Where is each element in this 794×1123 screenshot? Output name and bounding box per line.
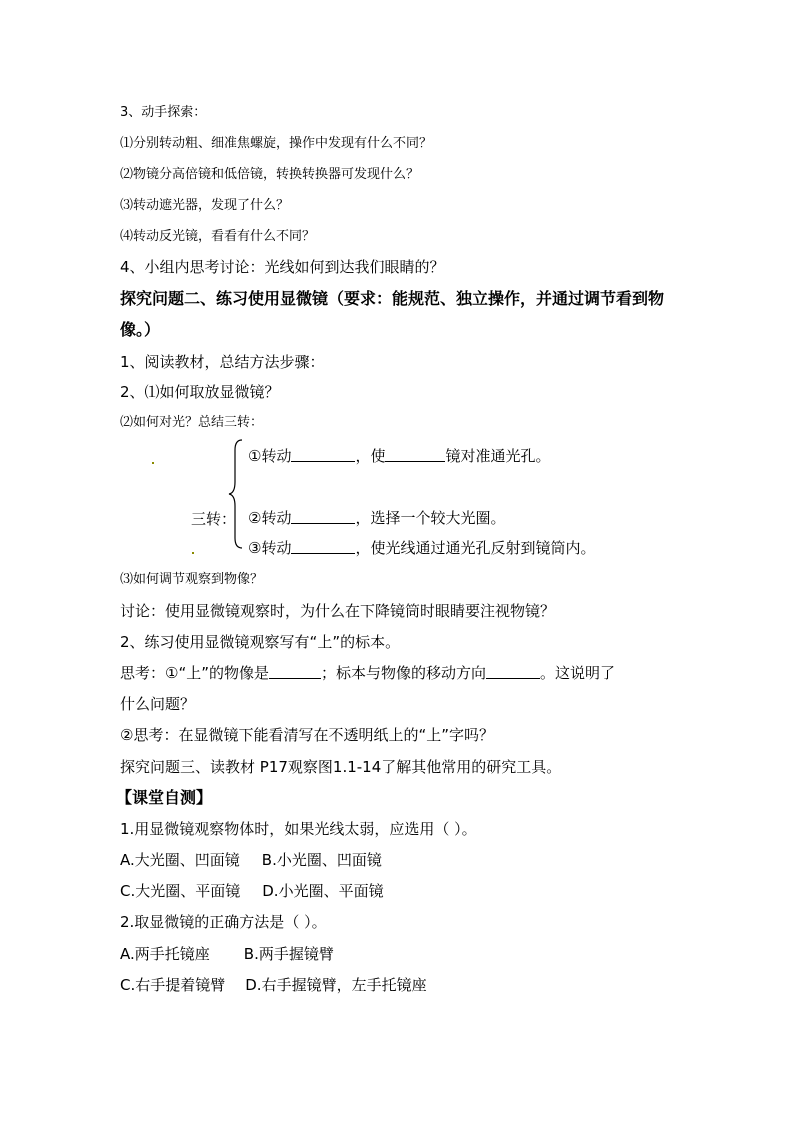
turn-text: ，选择一个较大光圈。 xyxy=(355,509,506,527)
turn-text: ③转动 xyxy=(248,539,292,557)
section3-title: 3、动手探索： xyxy=(120,105,207,120)
think-text: 思考：①“上”的物像是 xyxy=(120,664,269,682)
fill-blank[interactable] xyxy=(291,447,355,462)
turn-item-1 xyxy=(248,446,550,466)
problem3-text: 探究问题三、读教材 P17观察图1.1-14了解其他常用的研究工具。 xyxy=(120,758,562,776)
option: A.两手托镜座 xyxy=(120,945,210,963)
step2-1-text: 2、⑴如何取放显微镜？ xyxy=(120,383,280,401)
think2-text: ②思考：在显微镜下能看清写在不透明纸上的“上”字吗？ xyxy=(120,726,494,744)
problem2-heading: 探究问题二、练习使用显微镜（要求：能规范、独立操作，并通过调节看到物 xyxy=(120,289,665,308)
turn-text: ，使光线通过通光孔反射到镜筒内。 xyxy=(355,539,596,557)
think1-line xyxy=(120,663,615,683)
explore-item: ⑴分别转动粗、细准焦螺旋，操作中发现有什么不同？ xyxy=(120,136,433,151)
discussion-text: 讨论：使用显微镜观察时，为什么在下降镜筒时眼睛要注视物镜？ xyxy=(120,602,556,620)
option: C.大光圈、平面镜 xyxy=(120,882,241,900)
turn-item-3 xyxy=(248,538,595,558)
option: B.小光圈、凹面镜 xyxy=(261,851,382,869)
option: B.两手握镜臂 xyxy=(243,945,334,963)
sanzhuan-label: 三转： xyxy=(191,510,237,528)
turn-text: ，使 xyxy=(355,447,386,465)
option: A.大光圈、凹面镜 xyxy=(120,851,240,869)
think-text: ；标本与物像的移动方向 xyxy=(321,664,487,682)
fill-blank[interactable] xyxy=(291,509,355,524)
option-row xyxy=(120,850,382,870)
section4-text: 4、小组内思考讨论：光线如何到达我们眼睛的？ xyxy=(120,258,445,276)
turn-item-2 xyxy=(248,508,505,528)
decorative-dot xyxy=(192,552,194,554)
option: D.右手握镜臂，左手托镜座 xyxy=(245,976,427,994)
option-row xyxy=(120,944,334,964)
fill-blank[interactable] xyxy=(291,539,355,554)
option-row xyxy=(120,881,384,901)
turn-text: ②转动 xyxy=(248,509,292,527)
step2-3-text: ⑶如何调节观察到物像？ xyxy=(120,572,264,587)
fill-blank[interactable] xyxy=(269,664,321,679)
turn-text: ①转动 xyxy=(248,447,292,465)
fill-blank[interactable] xyxy=(486,664,540,679)
option-row xyxy=(120,975,427,995)
think-text: 。这说明了 xyxy=(540,664,616,682)
explore-item: ⑷转动反光镜，看看有什么不同？ xyxy=(120,229,316,244)
fill-blank[interactable] xyxy=(385,447,445,462)
brace-bracket xyxy=(228,438,244,550)
selftest-heading: 【课堂自测】 xyxy=(116,788,213,807)
option: D.小光圈、平面镜 xyxy=(262,882,384,900)
question-2: 2.取显微镜的正确方法是（ ）。 xyxy=(120,913,327,931)
decorative-dot xyxy=(152,462,154,464)
question-1: 1.用显微镜观察物体时，如果光线太弱，应选用（ ）。 xyxy=(120,820,477,838)
explore-item: ⑵物镜分高倍镜和低倍镜，转换转换器可发现什么？ xyxy=(120,167,420,182)
problem2-heading-cont: 像。） xyxy=(120,320,161,339)
step2-2-text: ⑵如何对光？总结三转： xyxy=(120,415,264,430)
think1-cont: 什么问题？ xyxy=(120,695,196,713)
option: C.右手提着镜臂 xyxy=(120,976,226,994)
practice-text: 2、练习使用显微镜观察写有“上”的标本。 xyxy=(120,633,401,651)
turn-text: 镜对准通光孔。 xyxy=(445,447,551,465)
explore-item: ⑶转动遮光器，发现了什么？ xyxy=(120,198,290,213)
step1-text: 1、阅读教材，总结方法步骤： xyxy=(120,353,325,371)
